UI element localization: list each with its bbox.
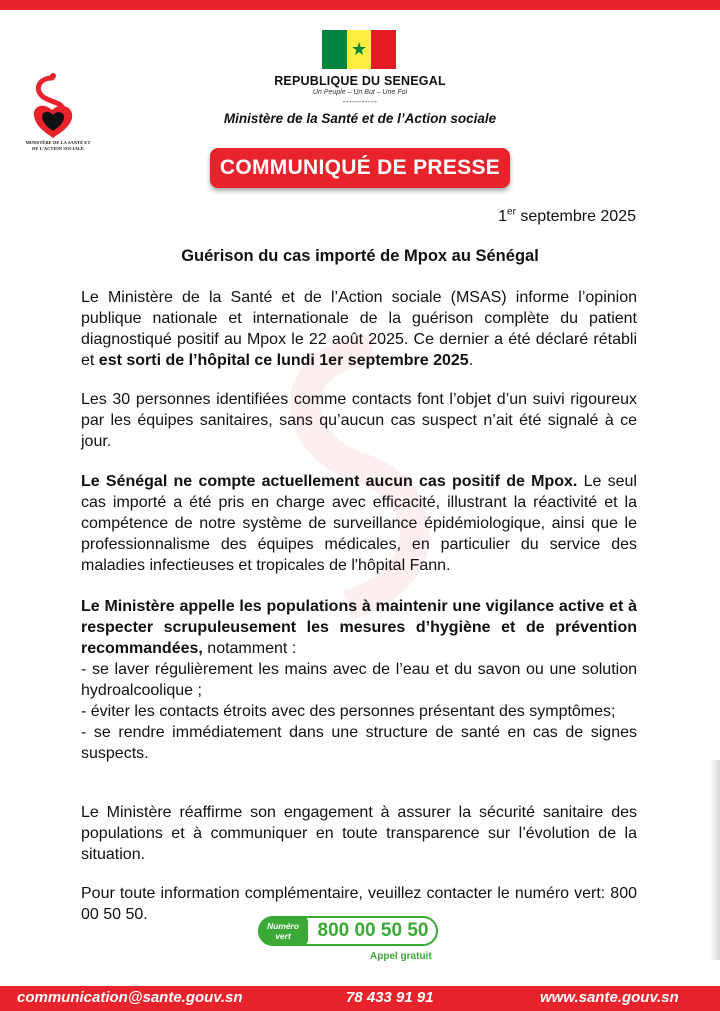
- paragraph-text: Le Ministère de la Santé et de l’Action sociale (MSAS) informe l’opinion publique nationale et internationale de la guérison complète du patient diagnostiqué positif au Mpox le 22 août 2025. Ce dernier a été déclaré rétabli et: [81, 289, 637, 369]
- list-item: - se laver régulièrement les mains avec de l’eau et du savon ou une solution hydroalcoolique ;: [81, 661, 637, 699]
- separator: -----------: [342, 97, 378, 106]
- paragraph-emphasis: est sorti de l’hôpital ce lundi 1er septembre 2025: [98, 352, 469, 369]
- senegal-flag: [322, 30, 396, 69]
- national-motto: Un Peuple – Un But – Une Foi: [312, 89, 408, 96]
- page-edge-shadow: [710, 760, 720, 960]
- date-month-year: septembre 2025: [515, 208, 636, 225]
- press-release-banner: COMMUNIQUÉ DE PRESSE: [210, 148, 510, 188]
- page-title: Guérison du cas importé de Mpox au Sénégal: [181, 247, 539, 265]
- list-item: - se rendre immédiatement dans une structure de santé en cas de signes suspects.: [81, 724, 637, 762]
- paragraph-text: Le seul cas importé a été pris en charge avec efficacité, illustrant la réactivité et la compétence de notre système de surveillance épidémiologique, ainsi que le professionnalisme des équipes médicales, en particulier du service des maladies infectieuses et tropicales de l'hôpital Fann.: [81, 473, 637, 574]
- flag-green-band: [322, 30, 347, 69]
- hotline-tag: Numéro vert: [258, 916, 308, 946]
- paragraph-contacts: Les 30 personnes identifiées comme contacts font l’objet d’un suivi rigoureux par les équipes sanitaires, sans qu’aucun cas suspect n’ait été signalé à ce jour.: [81, 391, 637, 450]
- footer-website-link[interactable]: www.sante.gouv.sn: [540, 989, 679, 1006]
- hotline-badge[interactable]: [258, 916, 438, 964]
- country-name: REPUBLIQUE DU SENEGAL: [274, 74, 446, 88]
- flag-yellow-band: [347, 30, 372, 69]
- footer-bar: [0, 986, 720, 1011]
- footer-phone[interactable]: 78 433 91 91: [346, 989, 434, 1006]
- paragraph-text: notamment :: [202, 640, 297, 657]
- list-item: - éviter les contacts étroits avec des personnes présentant des symptômes;: [81, 703, 616, 720]
- release-date: [498, 208, 636, 226]
- paragraph-commitment: Le Ministère réaffirme son engagement à assurer la sécurité sanitaire des populations et à communiquer en toute transparence sur l’évolution de la situation.: [81, 804, 637, 863]
- top-red-bar: [0, 0, 720, 10]
- footer-email-link[interactable]: communication@sante.gouv.sn: [17, 989, 243, 1006]
- paragraph-recommendations: [81, 596, 637, 764]
- paragraph-contact-info: Pour toute information complémentaire, veuillez contacter le numéro vert: 800 00 50 50.: [81, 885, 637, 923]
- paragraph-status: [81, 471, 637, 576]
- ministry-name: Ministère de la Santé et de l’Action sociale: [223, 111, 497, 126]
- paragraph-end: .: [468, 352, 474, 369]
- paragraph-emphasis: Le Ministère appelle les populations à maintenir une vigilance active et à respecter scrupuleusement les mesures d’hygiène et de prévention recommandées,: [81, 598, 637, 657]
- logo-caption: MINISTÈRE DE LA SANTÉ ET DE L’ACTION SOCIALE: [25, 140, 91, 151]
- date-day: 1: [498, 208, 508, 225]
- flag-red-band: [371, 30, 396, 69]
- ministry-logo: [22, 72, 94, 162]
- date-suffix: er: [507, 206, 516, 218]
- hotline-note: Appel gratuit: [370, 951, 432, 962]
- star-icon: ★: [350, 39, 368, 59]
- hotline-number[interactable]: 800 00 50 50: [317, 920, 429, 941]
- paragraph-emphasis: Le Sénégal ne compte actuellement aucun cas positif de Mpox.: [81, 473, 578, 490]
- paragraph-recovery: [81, 287, 637, 371]
